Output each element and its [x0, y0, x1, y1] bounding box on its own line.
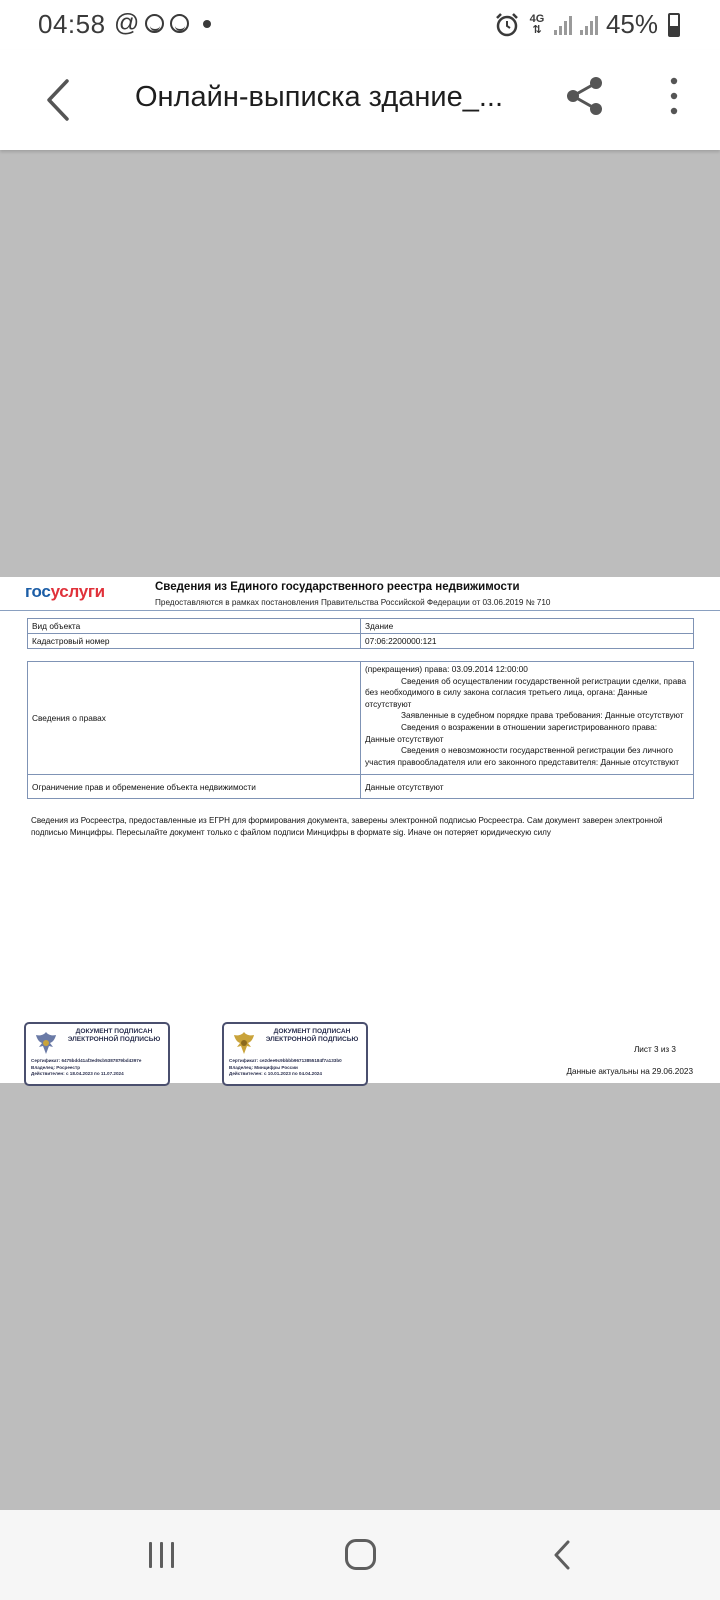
- share-icon: [558, 72, 614, 128]
- alarm-icon: [494, 12, 520, 38]
- gosuslugi-logo: [25, 582, 105, 602]
- battery-icon: [668, 13, 680, 37]
- rights-line: (прекращения) права: 03.09.2014 12:00:00: [365, 664, 528, 674]
- table-row: [28, 619, 694, 634]
- rights-line: участия правообладателя или его законного представителя: Данные отсутствуют: [365, 756, 680, 767]
- rights-line: отсутствуют: [365, 698, 412, 709]
- nav-back-button[interactable]: [548, 1538, 578, 1572]
- table-cell-value: Здание: [361, 619, 694, 634]
- stamp-owner: Владелец: Росреестр: [31, 1064, 81, 1070]
- sync-icon: [170, 14, 189, 33]
- network-type: [528, 14, 546, 36]
- table-cell-label: Кадастровый номер: [28, 634, 361, 649]
- doc-subheading: Предоставляются в рамках постановления Правительства Российской Федерации от 03.06.2019 № 710: [155, 598, 551, 607]
- more-vert-icon: [648, 72, 704, 128]
- recent-apps-icon: [171, 1542, 174, 1568]
- rights-line: Сведения о возражении в отношении зарегистрированного права:: [401, 721, 658, 732]
- signal-icon: [554, 15, 572, 35]
- rights-line: Данные отсутствуют: [365, 733, 444, 744]
- stamp-heading: ДОКУМЕНТ ПОДПИСАН ЭЛЕКТРОННОЙ ПОДПИСЬЮ: [67, 1028, 161, 1043]
- table-cell-label: Ограничение прав и обременение объекта недвижимости: [28, 775, 361, 799]
- signature-stamp: [222, 1022, 368, 1086]
- logo-part-uslugi: услуги: [50, 582, 105, 601]
- navigation-bar: [0, 1510, 720, 1600]
- signature-stamp: [24, 1022, 170, 1086]
- home-button[interactable]: [345, 1539, 376, 1570]
- app-bar: [0, 50, 720, 150]
- table-row: [28, 662, 694, 775]
- stamp-valid: Действителен: с 10.01.2023 по 04.04.2024: [229, 1071, 322, 1076]
- rights-table: [27, 661, 694, 799]
- table-row: [28, 775, 694, 799]
- stamp-details: [229, 1058, 367, 1078]
- stamp-owner: Владелец: Минцифры России: [229, 1064, 298, 1070]
- stamp-valid: Действителен: с 18.04.2023 по 11.07.2024: [31, 1071, 124, 1076]
- table-cell-label: Сведения о правах: [28, 662, 361, 775]
- table-cell-label: Вид объекта: [28, 619, 361, 634]
- status-time: 04:58: [38, 9, 106, 39]
- table-cell-value: 07:06:2200000:121: [361, 634, 694, 649]
- doc-heading: Сведения из Единого государственного реестра недвижимости: [155, 581, 520, 593]
- signal-icon: [580, 15, 598, 35]
- nav-back-icon: [548, 1538, 578, 1572]
- signature-note: Сведения из Росреестра, предоставленные из ЕГРН для формирования документа, заверены электронной подписью Росреестра. Сам документ заверен электронной подписью Минцифры. Пересылайте документ только с файлом подписи Минцифры в формате sig. Иначе он потеряет юридическую силу: [31, 816, 663, 837]
- rights-details: [361, 662, 694, 775]
- status-notification-icons: [114, 9, 211, 38]
- rights-line: Сведения о невозможности государственной регистрации без личного: [401, 745, 674, 756]
- battery-percent: 45%: [605, 9, 658, 39]
- network-label: 4G: [529, 12, 545, 25]
- stamp-heading: ДОКУМЕНТ ПОДПИСАН ЭЛЕКТРОННОЙ ПОДПИСЬЮ: [265, 1028, 359, 1043]
- back-arrow-icon: [43, 78, 73, 122]
- dot-icon: [203, 20, 211, 28]
- document-title: Онлайн-выписка здание_...: [135, 81, 504, 113]
- rights-line: Заявленные в судебном порядке права требования: Данные отсутствуют: [401, 710, 684, 721]
- share-button[interactable]: [558, 72, 614, 128]
- recent-apps-icon: [149, 1542, 152, 1568]
- rights-line: без необходимого в силу закона согласия третьего лица, органа: Данные: [365, 687, 648, 698]
- object-info-table: [27, 618, 694, 649]
- more-options-button[interactable]: [648, 72, 704, 128]
- status-system-icons: [494, 9, 680, 40]
- table-row: [28, 634, 694, 649]
- data-arrows-icon: ⇅: [532, 23, 542, 36]
- sync-icon: [145, 14, 164, 33]
- actual-date: Данные актуальны на 29.06.2023: [566, 1067, 693, 1076]
- header-divider: [0, 610, 720, 611]
- logo-part-gos: гос: [25, 582, 51, 601]
- document-page[interactable]: [0, 577, 720, 1083]
- eagle-emblem-icon: [32, 1029, 60, 1059]
- status-bar: [0, 0, 720, 50]
- back-button[interactable]: [30, 72, 86, 128]
- stamp-cert: Сертификат: ce2dee9c9bbbb96713855184f7a133b0: [229, 1058, 342, 1063]
- eagle-emblem-icon: [230, 1029, 258, 1059]
- at-sign-icon: @: [114, 9, 140, 37]
- recent-apps-icon: [160, 1542, 163, 1568]
- table-cell-value: Данные отсутствуют: [361, 775, 694, 799]
- sheet-number: Лист 3 из 3: [633, 1045, 676, 1054]
- recent-apps-button[interactable]: [146, 1542, 176, 1568]
- rights-line: Сведения об осуществлении государственной регистрации сделки, права: [401, 675, 687, 686]
- stamp-details: [31, 1058, 169, 1078]
- stamp-cert: Сертификат: 6475bdd41af3ed9cb5387879bd4397e: [31, 1058, 142, 1063]
